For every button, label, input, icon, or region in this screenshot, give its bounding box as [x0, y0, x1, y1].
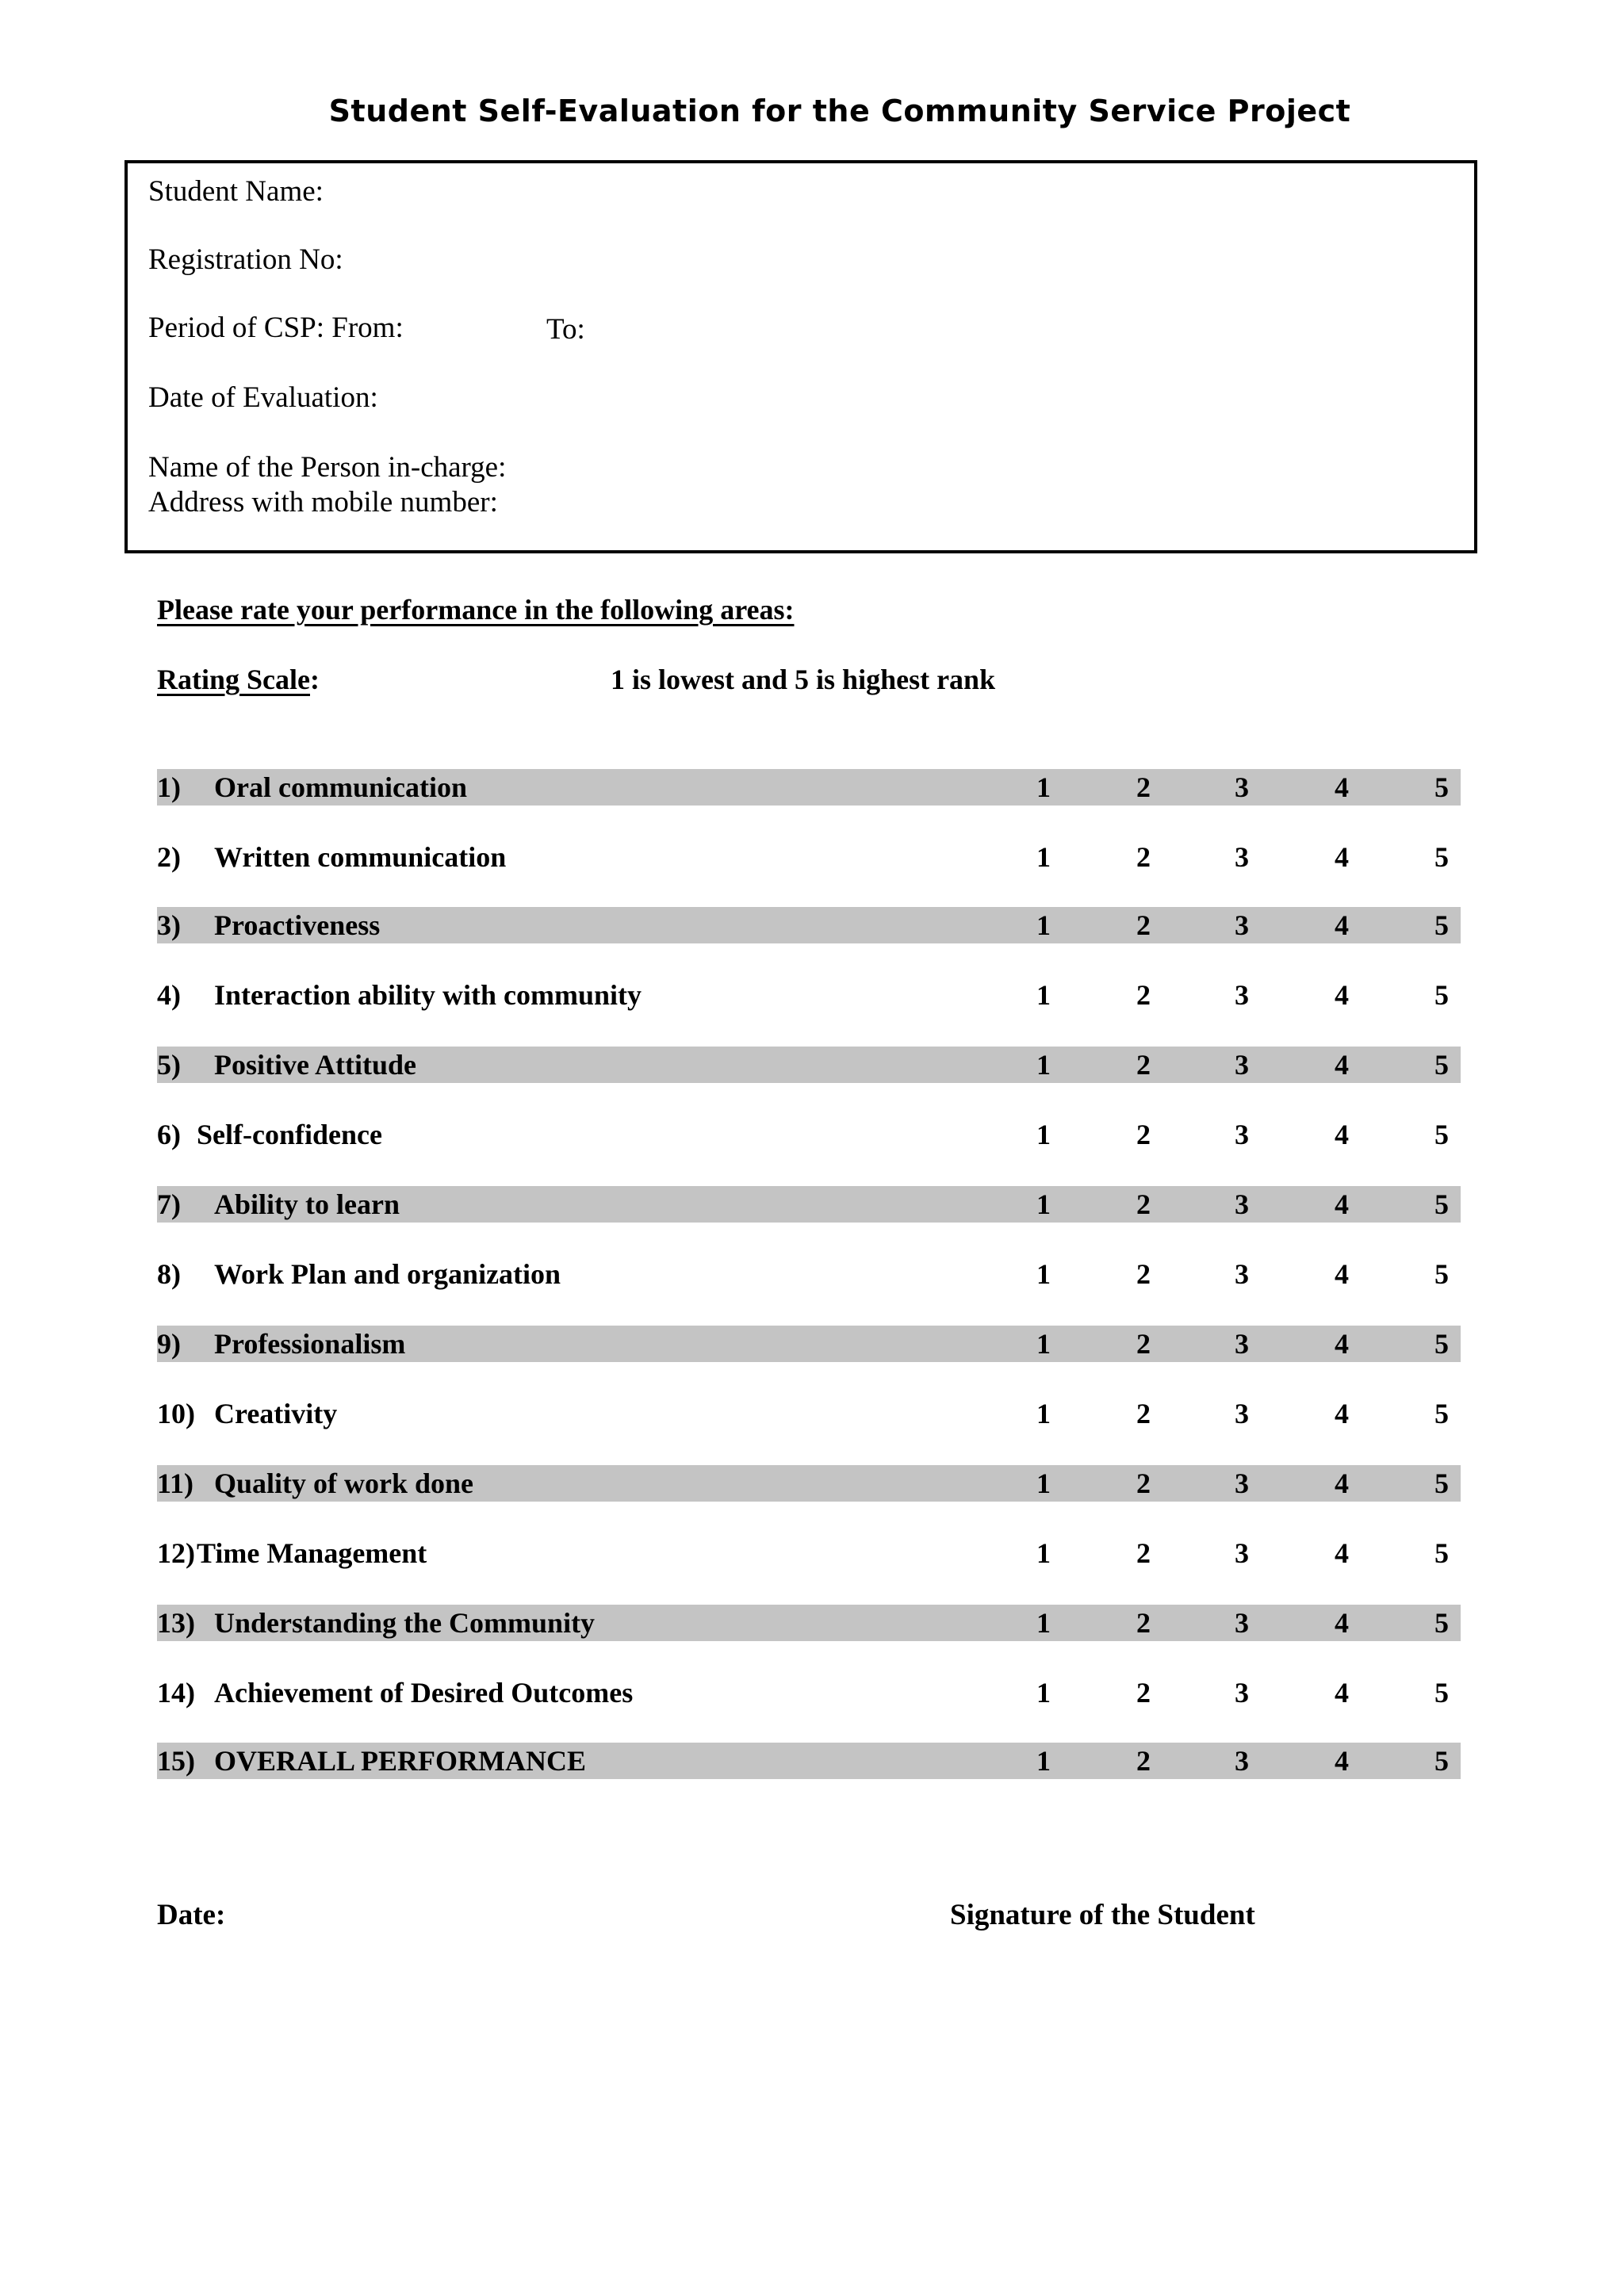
rating-option-5[interactable]: 5: [1434, 771, 1449, 803]
date-label: Date:: [157, 1899, 226, 1931]
rating-option-4[interactable]: 4: [1335, 1745, 1349, 1777]
rating-option-2[interactable]: 2: [1136, 1188, 1151, 1220]
rating-option-1[interactable]: 1: [1036, 1745, 1051, 1777]
rating-option-5[interactable]: 5: [1434, 1537, 1449, 1569]
signature-label: Signature of the Student: [950, 1899, 1255, 1931]
rating-option-1[interactable]: 1: [1036, 1677, 1051, 1709]
rating-option-3[interactable]: 3: [1235, 1049, 1249, 1081]
rating-option-2[interactable]: 2: [1136, 1258, 1151, 1290]
rating-option-4[interactable]: 4: [1335, 1188, 1349, 1220]
evaluation-row-label: Self-confidence: [197, 1119, 382, 1150]
rating-option-1[interactable]: 1: [1036, 1468, 1051, 1499]
rating-option-1[interactable]: 1: [1036, 979, 1051, 1011]
rating-option-5[interactable]: 5: [1434, 1398, 1449, 1429]
rating-option-5[interactable]: 5: [1434, 1745, 1449, 1777]
evaluation-row: [157, 839, 1461, 875]
rating-option-3[interactable]: 3: [1235, 841, 1249, 873]
rating-option-2[interactable]: 2: [1136, 909, 1151, 941]
rating-option-3[interactable]: 3: [1235, 1328, 1249, 1360]
rating-option-3[interactable]: 3: [1235, 1607, 1249, 1639]
rating-option-5[interactable]: 5: [1434, 1328, 1449, 1360]
rating-option-2[interactable]: 2: [1136, 979, 1151, 1011]
evaluation-row-number: 6): [157, 1119, 181, 1150]
rating-option-1[interactable]: 1: [1036, 1398, 1051, 1429]
evaluation-row-label: Quality of work done: [214, 1468, 474, 1499]
rating-option-3[interactable]: 3: [1235, 1537, 1249, 1569]
rating-option-2[interactable]: 2: [1136, 1607, 1151, 1639]
evaluation-row-number: 2): [157, 841, 181, 873]
rating-option-1[interactable]: 1: [1036, 909, 1051, 941]
rating-option-2[interactable]: 2: [1136, 1537, 1151, 1569]
rating-option-4[interactable]: 4: [1335, 1119, 1349, 1150]
evaluation-row-label: Oral communication: [214, 771, 467, 803]
evaluation-row-number: 10): [157, 1398, 195, 1429]
evaluation-row-label: Proactiveness: [214, 909, 381, 941]
rating-option-3[interactable]: 3: [1235, 1745, 1249, 1777]
evaluation-row-label: Written communication: [214, 841, 507, 873]
rating-option-2[interactable]: 2: [1136, 1049, 1151, 1081]
rating-option-5[interactable]: 5: [1434, 1188, 1449, 1220]
evaluation-row-label: Positive Attitude: [214, 1049, 416, 1081]
date-of-evaluation-label: Date of Evaluation:: [148, 381, 378, 414]
evaluation-row-number: 8): [157, 1258, 181, 1290]
rating-option-4[interactable]: 4: [1335, 771, 1349, 803]
evaluation-row: [157, 1605, 1461, 1641]
registration-no-label: Registration No:: [148, 243, 343, 276]
evaluation-row: [157, 1674, 1461, 1711]
evaluation-row-number: 12): [157, 1537, 195, 1569]
rating-option-5[interactable]: 5: [1434, 1119, 1449, 1150]
evaluation-row-number: 4): [157, 979, 181, 1011]
rating-option-3[interactable]: 3: [1235, 771, 1249, 803]
rating-option-4[interactable]: 4: [1335, 1468, 1349, 1499]
evaluation-row: [157, 1256, 1461, 1292]
rating-option-5[interactable]: 5: [1434, 909, 1449, 941]
rating-option-1[interactable]: 1: [1036, 1119, 1051, 1150]
evaluation-row-label: Time Management: [197, 1537, 427, 1569]
evaluation-row-number: 5): [157, 1049, 181, 1081]
evaluation-row: [157, 907, 1461, 943]
evaluation-row: [157, 1047, 1461, 1083]
rating-option-3[interactable]: 3: [1235, 1188, 1249, 1220]
evaluation-row-label: Professionalism: [214, 1328, 406, 1360]
rating-option-3[interactable]: 3: [1235, 1677, 1249, 1709]
evaluation-row-label: Work Plan and organization: [214, 1258, 561, 1290]
rating-option-1[interactable]: 1: [1036, 841, 1051, 873]
rating-option-5[interactable]: 5: [1434, 979, 1449, 1011]
evaluation-row-number: 1): [157, 771, 181, 803]
rate-instructions: [157, 593, 795, 626]
person-in-charge-label: Name of the Person in-charge:: [148, 451, 507, 484]
rate-heading: Please rate your performance in the following areas:: [157, 594, 795, 626]
evaluation-row-number: 7): [157, 1188, 181, 1220]
evaluation-row-number: 13): [157, 1607, 195, 1639]
rating-option-3[interactable]: 3: [1235, 1119, 1249, 1150]
evaluation-row: [157, 1743, 1461, 1779]
rating-option-2[interactable]: 2: [1136, 1398, 1151, 1429]
rating-option-4[interactable]: 4: [1335, 979, 1349, 1011]
evaluation-row: [157, 1116, 1461, 1153]
rating-option-3[interactable]: 3: [1235, 979, 1249, 1011]
evaluation-row-label: Interaction ability with community: [214, 979, 642, 1011]
address-mobile-label: Address with mobile number:: [148, 486, 498, 519]
evaluation-row-label: Understanding the Community: [214, 1607, 596, 1639]
page-title: Student Self-Evaluation for the Community Service Project: [328, 94, 1351, 128]
rating-option-4[interactable]: 4: [1335, 1049, 1349, 1081]
rating-option-4[interactable]: 4: [1335, 841, 1349, 873]
rating-option-1[interactable]: 1: [1036, 1607, 1051, 1639]
rating-option-4[interactable]: 4: [1335, 1677, 1349, 1709]
rating-option-2[interactable]: 2: [1136, 841, 1151, 873]
rating-option-5[interactable]: 5: [1434, 1468, 1449, 1499]
evaluation-row-label: Ability to learn: [214, 1188, 400, 1220]
evaluation-row-number: 11): [157, 1468, 194, 1499]
rating-option-1[interactable]: 1: [1036, 1258, 1051, 1290]
rating-option-2[interactable]: 2: [1136, 1468, 1151, 1499]
rating-option-4[interactable]: 4: [1335, 1398, 1349, 1429]
evaluation-row-label: Achievement of Desired Outcomes: [214, 1677, 634, 1709]
evaluation-row: [157, 977, 1461, 1013]
evaluation-row-label: OVERALL PERFORMANCE: [214, 1745, 587, 1777]
rating-option-2[interactable]: 2: [1136, 1328, 1151, 1360]
rating-option-2[interactable]: 2: [1136, 771, 1151, 803]
student-name-label: Student Name:: [148, 175, 324, 208]
rating-option-3[interactable]: 3: [1235, 1258, 1249, 1290]
rating-option-5[interactable]: 5: [1434, 841, 1449, 873]
rating-option-3[interactable]: 3: [1235, 1468, 1249, 1499]
evaluation-row: [157, 1535, 1461, 1571]
rating-option-1[interactable]: 1: [1036, 1537, 1051, 1569]
rating-option-1[interactable]: 1: [1036, 1328, 1051, 1360]
rating-option-5[interactable]: 5: [1434, 1049, 1449, 1081]
rating-option-1[interactable]: 1: [1036, 1188, 1051, 1220]
rating-option-4[interactable]: 4: [1335, 1258, 1349, 1290]
rating-option-3[interactable]: 3: [1235, 909, 1249, 941]
rating-option-4[interactable]: 4: [1335, 1607, 1349, 1639]
evaluation-row-label: Creativity: [214, 1398, 338, 1429]
rating-option-5[interactable]: 5: [1434, 1258, 1449, 1290]
rating-option-4[interactable]: 4: [1335, 1537, 1349, 1569]
evaluation-row: [157, 1186, 1461, 1223]
evaluation-row-number: 3): [157, 909, 181, 941]
rating-option-3[interactable]: 3: [1235, 1398, 1249, 1429]
rating-scale-label: Rating Scale: [157, 664, 310, 695]
rating-option-5[interactable]: 5: [1434, 1607, 1449, 1639]
student-info-box: [124, 160, 1477, 553]
period-from-label: Period of CSP: From:: [148, 312, 404, 344]
evaluation-row: [157, 1326, 1461, 1362]
evaluation-row: [157, 1465, 1461, 1502]
rating-option-1[interactable]: 1: [1036, 771, 1051, 803]
evaluation-row-number: 15): [157, 1745, 195, 1777]
rating-option-2[interactable]: 2: [1136, 1677, 1151, 1709]
rating-option-4[interactable]: 4: [1335, 1328, 1349, 1360]
period-to-label: To:: [546, 313, 585, 346]
rating-option-2[interactable]: 2: [1136, 1745, 1151, 1777]
rating-option-2[interactable]: 2: [1136, 1119, 1151, 1150]
rating-option-1[interactable]: 1: [1036, 1049, 1051, 1081]
evaluation-row: [157, 1395, 1461, 1432]
evaluation-row-number: 9): [157, 1328, 181, 1360]
rating-scale-colon: :: [310, 664, 320, 695]
evaluation-row: [157, 769, 1461, 806]
rating-option-4[interactable]: 4: [1335, 909, 1349, 941]
rating-scale: [157, 663, 996, 696]
rating-option-5[interactable]: 5: [1434, 1677, 1449, 1709]
rating-scale-text: 1 is lowest and 5 is highest rank: [611, 664, 996, 695]
evaluation-row-number: 14): [157, 1677, 195, 1709]
